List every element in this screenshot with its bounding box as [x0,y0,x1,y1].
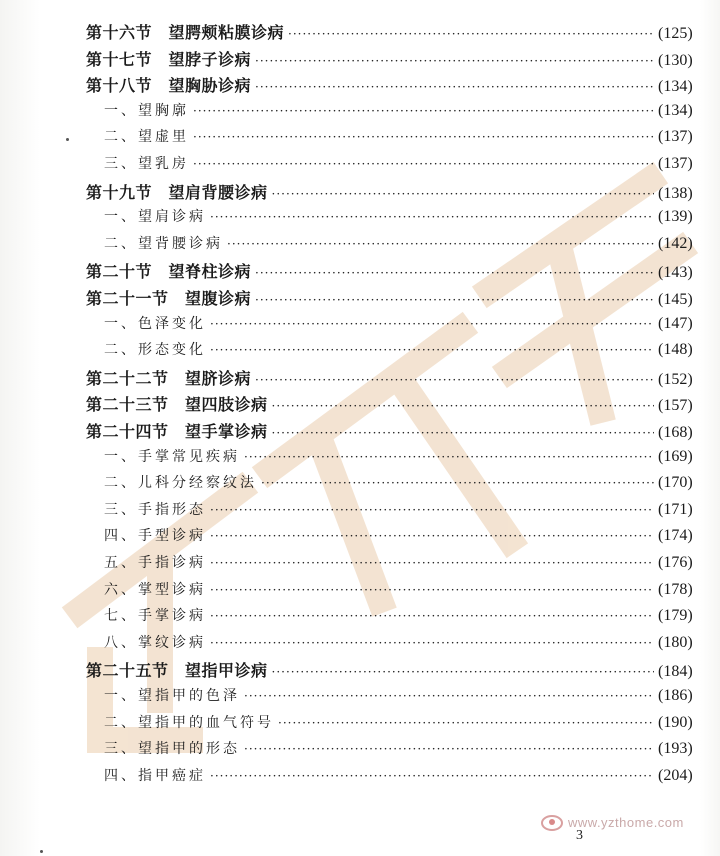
toc-item-title: 四、指甲癌症 [104,767,206,784]
toc-page-number: (137) [658,155,693,172]
toc-page-number: (170) [658,474,693,492]
toc-item-row [0,206,720,232]
toc-section-title: 第二十三节 望四肢诊病 [86,395,268,415]
toc-page-number: (130) [658,51,693,69]
leader-dots [272,665,654,679]
toc-page-number: (180) [658,633,693,651]
leader-dots [193,130,654,144]
toc-page-number: (179) [658,607,693,625]
toc-item-title: 一、色泽变化 [104,315,206,332]
leader-dots [255,293,654,307]
toc-item-title: 三、手指形态 [104,501,206,518]
toc-section-title: 第十七节 望脖子诊病 [86,49,252,69]
toc-section-row [0,366,720,392]
toc-item-row [0,100,720,126]
toc-page-number: (169) [658,447,693,465]
toc-section-title: 第二十四节 望手掌诊病 [86,422,268,441]
toc-page-number: (171) [658,500,693,518]
toc-section-row [0,73,720,99]
leader-dots [210,343,654,357]
toc-section-title: 第二十五节 望指甲诊病 [86,661,268,681]
toc-section-row [0,20,720,46]
toc-page-number: (139) [658,208,693,226]
leader-dots [210,609,654,623]
leader-dots [255,266,654,280]
scan-speck [40,850,43,853]
leader-dots [210,769,654,783]
toc-item-title: 六、掌型诊病 [104,581,206,598]
toc-page-number: (145) [658,291,693,308]
toc-page-number: (204) [658,766,693,784]
toc-section-row [0,47,720,73]
leader-dots [272,187,654,201]
leader-dots [210,529,654,543]
toc-section-title: 第十九节 望肩背腰诊病 [86,182,268,202]
leader-dots [210,556,654,570]
toc-item-row [0,765,720,791]
leader-dots [272,426,654,440]
toc-page-number: (148) [658,341,693,359]
toc-page-number: (125) [658,25,693,42]
toc-section-row [0,180,720,206]
toc-item-row [0,685,720,711]
toc-page-number: (184) [658,663,693,681]
leader-dots [244,450,654,464]
leader-dots [272,399,654,413]
toc-section-title: 第二十节 望脊柱诊病 [86,262,252,282]
toc-page-number: (190) [658,713,693,731]
toc-section-title: 第十六节 望腭颊粘膜诊病 [86,23,285,42]
toc-item-row [0,632,720,658]
toc-item-title: 一、望胸廓 [104,102,189,119]
toc-page-number: (138) [658,184,693,202]
toc-item-row [0,339,720,365]
toc-page-number: (186) [658,687,693,704]
toc-page-number: (134) [658,78,693,96]
toc-section-title: 第十八节 望胸胁诊病 [86,76,252,96]
leader-dots [193,104,654,118]
site-logo-icon [540,812,564,832]
toc-item-row [0,153,720,179]
toc-item-row [0,605,720,631]
toc-page-number: (143) [658,264,693,282]
toc-item-title: 二、形态变化 [104,342,206,359]
leader-dots [288,27,654,41]
toc-page-number: (152) [658,370,693,388]
site-url: www.yzthome.com [568,814,684,830]
toc-item-row [0,126,720,152]
toc-item-row [0,552,720,578]
toc-page-number: (147) [658,314,693,332]
toc-section-row [0,286,720,312]
toc-page-number: (168) [658,424,693,441]
toc-section-row [0,419,720,445]
toc-item-title: 三、望乳房 [104,156,189,172]
leader-dots [210,210,654,224]
leader-dots [210,317,654,331]
toc-item-row [0,738,720,764]
toc-item-title: 二、望虚里 [104,129,189,146]
toc-item-row [0,579,720,605]
toc-page-number: (142) [658,234,693,252]
toc-item-row [0,446,720,472]
toc-item-title: 二、望背腰诊病 [104,235,223,252]
toc-page-number: (174) [658,527,693,545]
toc-item-row [0,233,720,259]
toc-item-row [0,472,720,498]
toc-item-title: 五、手指诊病 [104,555,206,571]
toc-item-row [0,712,720,738]
toc-item-row [0,499,720,525]
toc-page-number: (157) [658,397,693,415]
toc-section-row [0,658,720,684]
leader-dots [227,237,654,251]
toc-item-title: 七、手掌诊病 [104,608,206,625]
toc-page-number: (193) [658,740,693,758]
toc-section-title: 第二十二节 望脐诊病 [86,368,252,388]
toc-item-title: 一、望指甲的色泽 [104,688,240,704]
toc-item-title: 二、望指甲的血气符号 [104,714,274,731]
leader-dots [210,636,654,650]
toc-section-title: 第二十一节 望腹诊病 [86,289,252,308]
toc-item-row [0,313,720,339]
toc-page-number: (137) [658,128,693,146]
page-number: 3 [576,828,583,843]
leader-dots [255,80,654,94]
toc-page-number: (176) [658,554,693,571]
toc-item-row [0,525,720,551]
site-watermark [540,812,684,832]
leader-dots [244,689,654,703]
scan-speck [66,138,69,141]
toc-section-row [0,259,720,285]
leader-dots [255,373,654,387]
toc-item-title: 一、手掌常见疾病 [104,448,240,465]
toc-item-title: 二、儿科分经察纹法 [104,475,257,492]
toc-item-title: 一、望肩诊病 [104,209,206,226]
toc-item-title: 八、掌纹诊病 [104,634,206,651]
toc-page-number: (178) [658,580,693,598]
leader-dots [244,742,654,756]
toc-page-number: (134) [658,101,693,119]
leader-dots [210,503,654,517]
toc-item-title: 四、手型诊病 [104,528,206,545]
leader-dots [261,476,654,490]
leader-dots [193,157,654,171]
toc-section-row [0,392,720,418]
leader-dots [255,54,654,68]
toc-item-title: 三、望指甲的形态 [104,741,240,758]
leader-dots [210,583,654,597]
leader-dots [278,716,654,730]
